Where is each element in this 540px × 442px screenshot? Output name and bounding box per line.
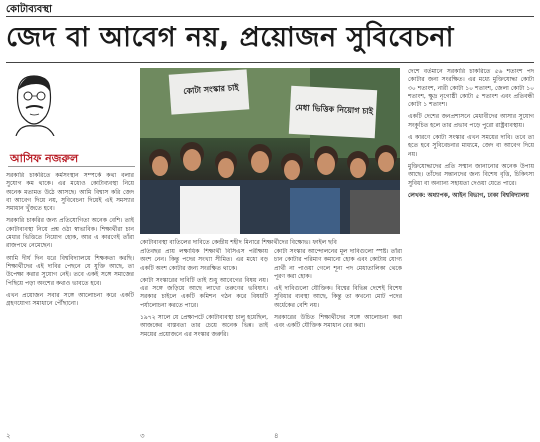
placard-1: কোটা সংস্কার চাই	[182, 83, 239, 96]
paragraph: মুক্তিযোদ্ধাদের প্রতি সম্মান জানানোর অনেক উপায় আছে। তাঁদের সন্তানদের জন্য বিশেষ বৃত্তি, চিকিৎসা সুবিধা বা অন্যান্য সহায়তা দেওয়া যেতে পারে।	[408, 162, 534, 187]
top-rule	[6, 16, 534, 17]
author-byline: লেখক: অধ্যাপক, আইন বিভাগ, ঢাকা বিশ্ববিদ্যালয়	[408, 191, 529, 199]
headline-rule	[6, 62, 534, 63]
article-column-3	[274, 248, 402, 426]
article-column-2	[140, 248, 268, 426]
section-label: কোটাব্যবস্থা	[6, 4, 52, 15]
author-rule	[8, 166, 135, 167]
paragraph: দেশে বর্তমানে সরকারি চাকরিতে ৫৬ শতাংশ পদ কোটার জন্য সংরক্ষিত। এর মধ্যে মুক্তিযোদ্ধা কোটা ৩০ শতাংশ, নারী কোটা ১০ শতাংশ, জেলা কোটা ১০ শতাংশ, ক্ষুদ্র নৃগোষ্ঠী কোটা ৫ শতাংশ এবং প্রতিবন্ধী কোটা ১ শতাংশ।	[408, 68, 534, 109]
column-marker: ৩	[140, 432, 145, 440]
column-marker: ৪	[274, 432, 279, 440]
article-column-1	[6, 172, 134, 428]
protest-photo	[140, 68, 400, 234]
paragraph: ১৯৭২ সালে যে প্রেক্ষাপটে কোটাব্যবস্থা চালু হয়েছিল, আজকের বাস্তবতা তার চেয়ে অনেক ভিন্ন। তাই সময়ের প্রয়োজনে এর সংস্কার জরুরি।	[140, 314, 268, 338]
paragraph: সরকারের উচিত শিক্ষার্থীদের সঙ্গে আলোচনা করা এবং একটি যৌক্তিক সমাধান বের করা।	[274, 314, 402, 330]
column-marker: ২	[6, 432, 11, 440]
article-column-4	[408, 68, 534, 428]
author-name: আসিফ নজরুল	[10, 152, 79, 165]
paragraph: সরকারি চাকরির জন্য প্রতিযোগিতা অনেক বেশি। তাই কোটাব্যবস্থা নিয়ে প্রশ্ন ওঠা স্বাভাবিক। শিক্ষার্থীরা চান মেধার ভিত্তিতে নিয়োগ হোক, আর এ কারণেই তাঁরা রাজপথে নেমেছেন।	[6, 217, 134, 250]
paragraph: এখন প্রয়োজন সবার সঙ্গে আলোচনা করে একটি গ্রহণযোগ্য সমাধানে পৌঁছানো।	[6, 291, 134, 308]
author-portrait-sketch	[8, 70, 60, 136]
paragraph: কোটা সংস্কার আন্দোলনের মূল দাবিগুলো স্পষ্ট। তাঁরা চান কোটার পরিমাণ কমানো হোক এবং কোটায় যোগ্য প্রার্থী না পাওয়া গেলে শূন্য পদ মেধাতালিকা থেকে পূরণ করা হোক।	[274, 248, 402, 280]
paragraph: সরকারি চাকরিতে কর্মসংস্থান সম্পর্কে কথা বলার সুযোগ কম থাকে। এর মধ্যেও কোটাব্যবস্থা নিয়ে অনেক মতামত উঠে আসছে। আমি বিশ্বাস করি জেদ বা আবেগ দিয়ে নয়, সুবিবেচনা দিয়েই এই সমস্যার সমাধান খুঁজতে হবে।	[6, 172, 134, 213]
paragraph: এ কারণে কোটা সংস্কার এখন সময়ের দাবি। তবে তা হতে হবে সুবিবেচনার মাধ্যমে, জেদ বা আবেগ দিয়ে নয়।	[408, 134, 534, 158]
paragraph: আমি দীর্ঘ দিন ধরে বিশ্ববিদ্যালয়ে শিক্ষকতা করছি। শিক্ষার্থীদের এই দাবির পেছনে যে যুক্তি আছে, তা উপেক্ষা করার সুযোগ নেই। তবে একই সঙ্গে সমাজের পিছিয়ে পড়া অংশের কথাও ভাবতে হবে।	[6, 254, 134, 287]
photo-caption: কোটাব্যবস্থা বাতিলের দাবিতে কেন্দ্রীয় শহীদ মিনারে শিক্ষার্থীদের বিক্ষোভ। ফাইল ছবি	[140, 239, 337, 246]
paragraph: একটি দেশের জনপ্রশাসনে মেধাবীদের আসার সুযোগ সংকুচিত হলে তার প্রভাব পড়ে পুরো রাষ্ট্রব্যবস্থায়।	[408, 113, 534, 129]
paragraph: কোটা সংস্কারের দাবিটি তাই শুধু আবেগের বিষয় নয়। এর সঙ্গে জড়িয়ে আছে লাখো তরুণের ভবিষ্যৎ। সরকার চাইলে একটি কমিশন গঠন করে বিষয়টি পর্যালোচনা করতে পারে।	[140, 276, 268, 309]
headline: জেদ বা আবেগ নয়, প্রয়োজন সুবিবেচনা	[6, 22, 454, 53]
paragraph: প্রতিবছর প্রায় লক্ষাধিক শিক্ষার্থী বিসিএস পরীক্ষায় অংশ নেন। কিন্তু পদের সংখ্যা সীমিত। এর মধ্যে বড় একটি অংশ কোটার জন্য সংরক্ষিত থাকে।	[140, 248, 268, 272]
placard-2: মেধা ভিত্তিক নিয়োগ চাই	[294, 102, 374, 117]
paragraph: এই দাবিগুলো যৌক্তিক। বিশ্বের বিভিন্ন দেশেই বিশেষ সুবিধার ব্যবস্থা আছে, কিন্তু তা কখনো মোট পদের অর্ধেকের বেশি নয়।	[274, 285, 402, 309]
